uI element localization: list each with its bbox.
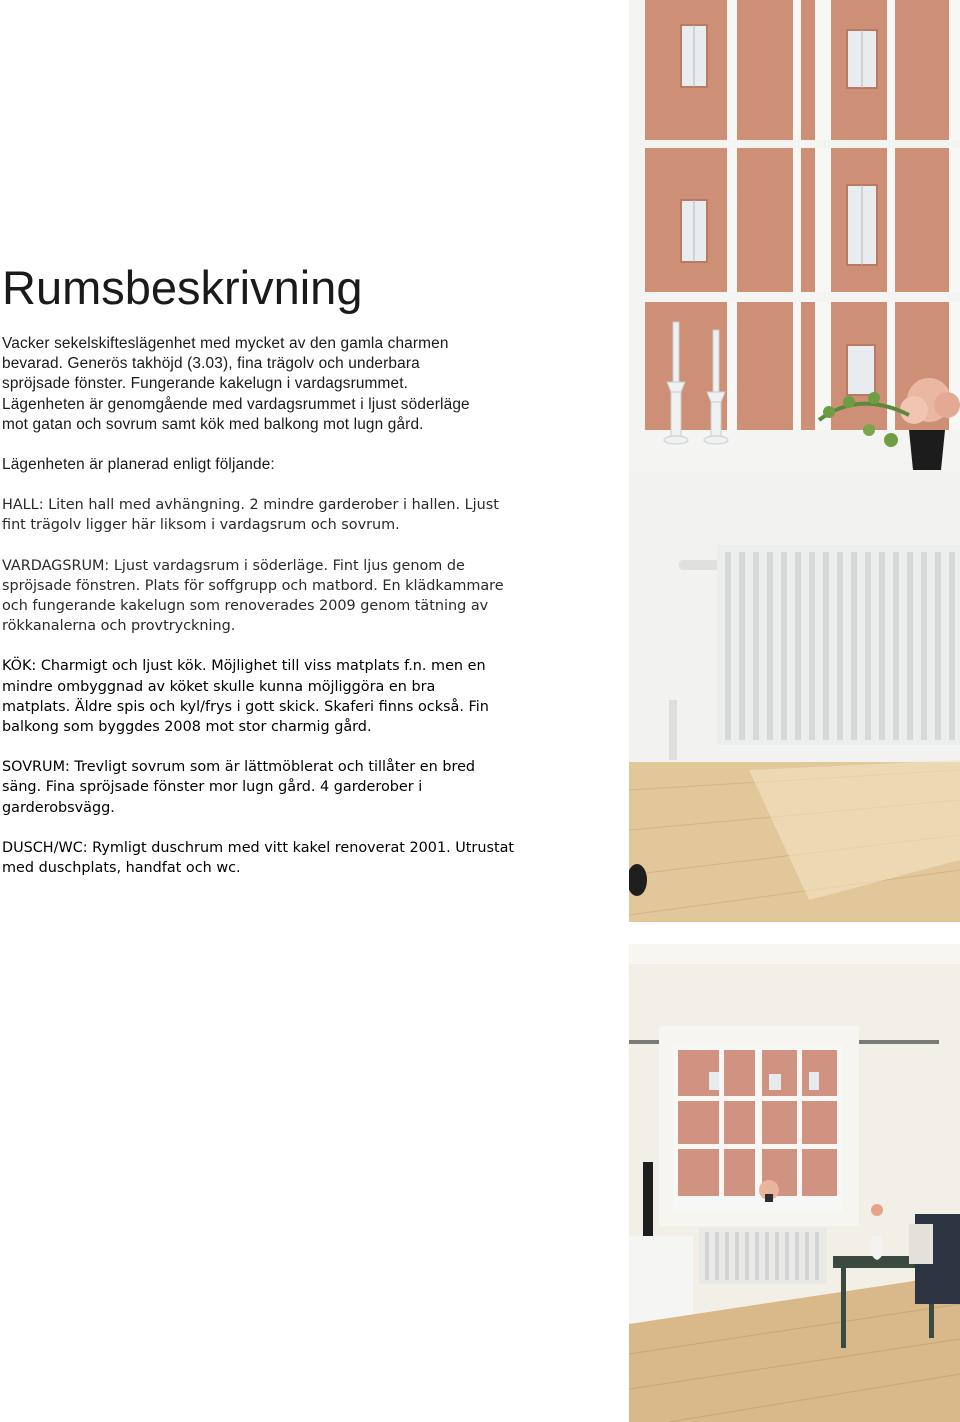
hall-paragraph — [2, 495, 572, 535]
intro-line: Lägenheten är genomgående med vardagsrummet i ljust söderläge — [2, 395, 470, 413]
sovrum-line: garderobsvägg. — [2, 799, 115, 816]
kok-line: balkong som byggdes 2008 mot stor charmig gård. — [2, 719, 372, 736]
intro-line: bevarad. Generös takhöjd (3.03), fina trägolv och underbara — [2, 355, 420, 373]
page-title: Rumsbeskrivning — [2, 261, 363, 314]
dusch-line: DUSCH/WC: Rymligt duschrum med vitt kakel renoverat 2001. Utrustat — [2, 839, 515, 856]
dusch-paragraph — [2, 838, 572, 878]
vardagsrum-line: rökkanalerna och provtryckning. — [2, 618, 236, 635]
sovrum-paragraph — [2, 757, 572, 818]
sovrum-line: säng. Fina spröjsade fönster mor lugn gård. 4 garderober i — [2, 779, 423, 796]
intro-line: spröjsade fönster. Fungerande kakelugn i vardagsrummet. — [2, 375, 409, 393]
hall-line: fint trägolv ligger här liksom i vardagsrum och sovrum. — [2, 517, 400, 534]
kok-line: KÖK: Charmigt och ljust kök. Möjlighet till viss matplats f.n. men en — [2, 658, 486, 675]
intro-line: Vacker sekelskifteslägenhet med mycket av den gamla charmen — [2, 335, 449, 352]
plan-intro: Lägenheten är planerad enligt följande: — [2, 456, 275, 474]
intro-line: mot gatan och sovrum samt kök med balkong mot lugn gård. — [2, 415, 424, 433]
intro-paragraph — [2, 334, 562, 435]
hall-line: HALL: Liten hall med avhängning. 2 mindre garderober i hallen. Ljust — [2, 497, 499, 514]
vardagsrum-line: spröjsade fönstren. Plats för soffgrupp och matbord. En klädkammare — [2, 577, 504, 594]
kok-paragraph — [2, 656, 572, 737]
sovrum-line: SOVRUM: Trevligt sovrum som är lättmöblerat och tillåter en bred — [2, 759, 476, 776]
vardagsrum-line: och fungerande kakelugn som renoverades 2009 genom tätning av — [2, 598, 489, 615]
vardagsrum-line: VARDAGSRUM: Ljust vardagsrum i söderläge. Fint ljus genom de — [2, 557, 465, 574]
dusch-line: med duschplats, handfat och wc. — [2, 860, 241, 877]
vardagsrum-paragraph — [2, 556, 572, 637]
window-radiator-photo — [629, 0, 960, 922]
living-room-photo — [629, 944, 960, 1422]
room-description — [2, 258, 572, 878]
kok-line: matplats. Äldre spis och kyl/frys i gott skick. Skaferi finns också. Fin — [2, 698, 489, 715]
kok-line: mindre ombyggnad av köket skulle kunna möjliggöra en bra — [2, 678, 436, 695]
